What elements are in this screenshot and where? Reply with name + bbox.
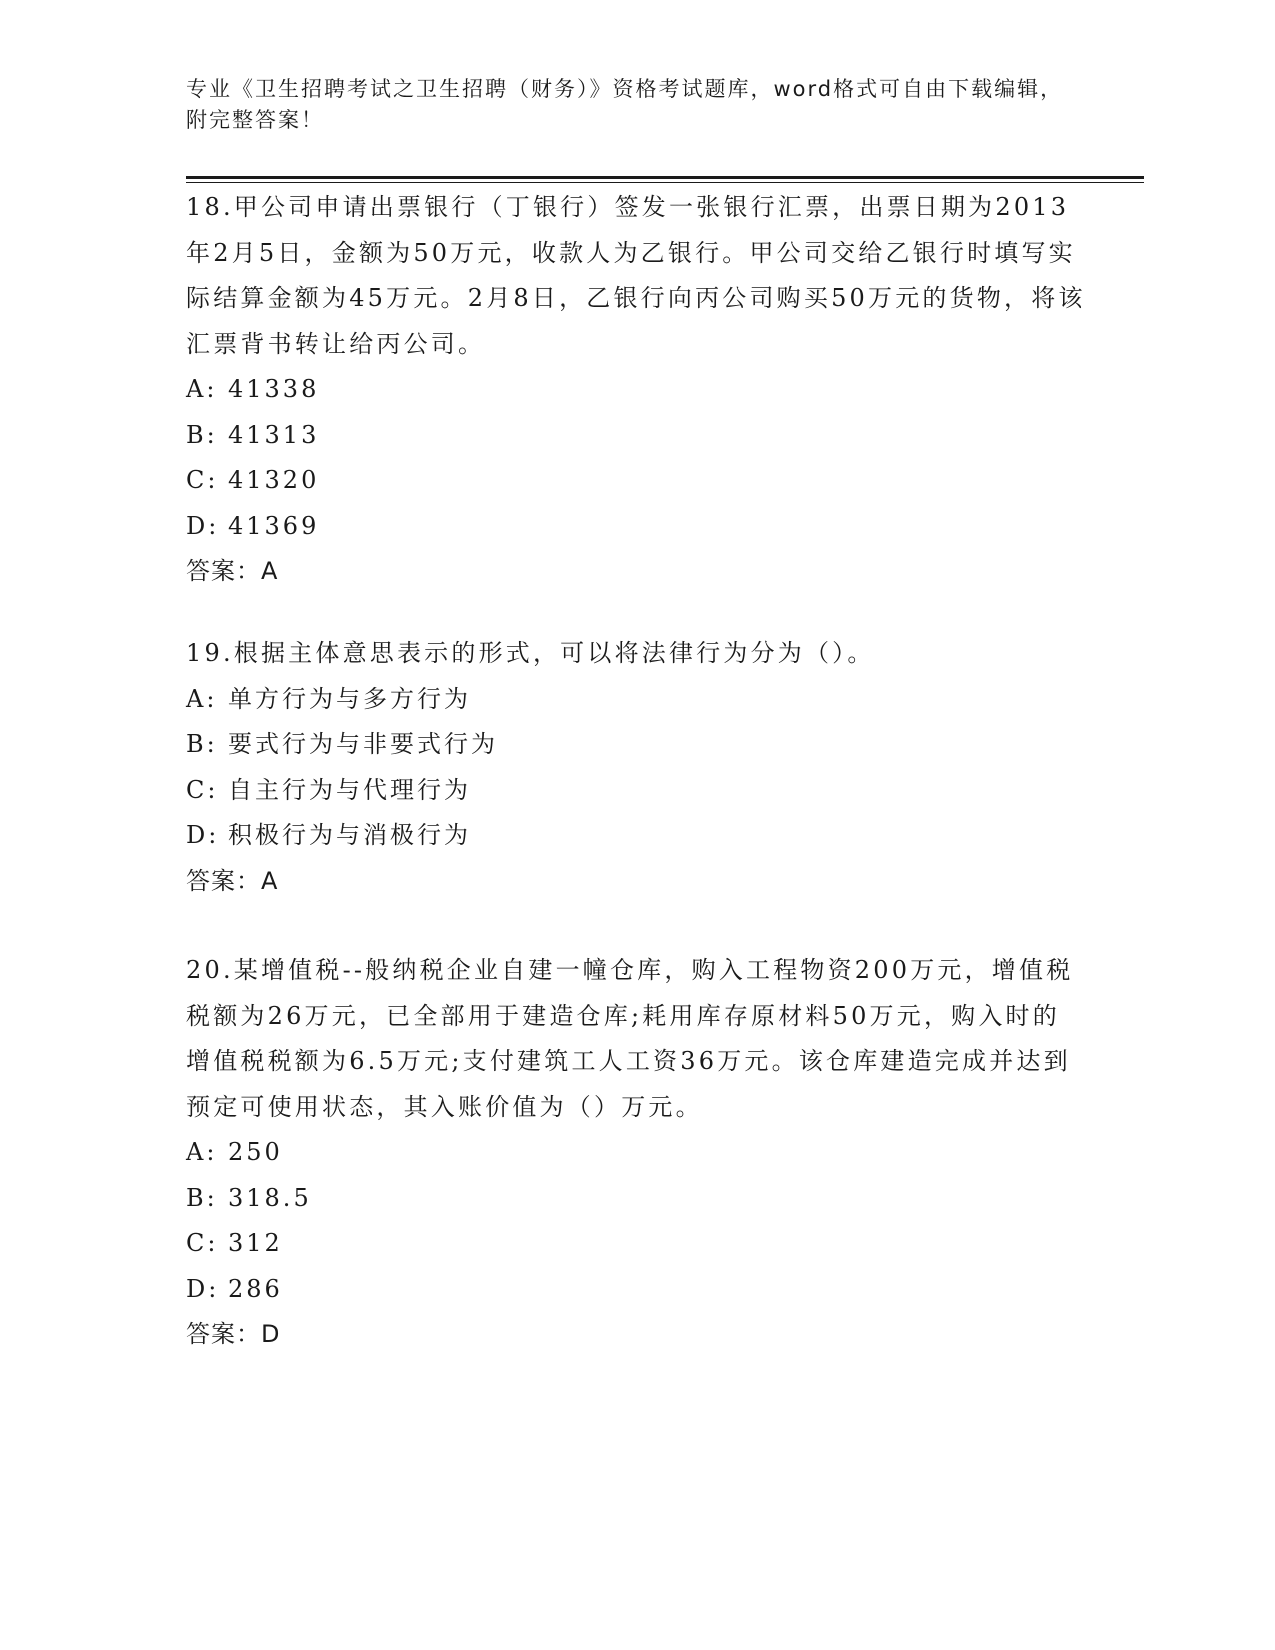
question-stem: 18.甲公司申请出票银行（丁银行）签发一张银行汇票，出票日期为2013年2月5日，金额为50万元，收款人为乙银行。甲公司交给乙银行时填写实际结算金额为45万元。2月8日，乙银行向丙公司购买50万元的货物，将该汇票背书转让给丙公司。 [186, 193, 1086, 358]
answer-line: 答案：A [186, 866, 279, 895]
option-b: B: 要式行为与非要式行为 [186, 730, 498, 758]
option-b: B: 318.5 [186, 1183, 312, 1212]
question-18 [186, 185, 1086, 595]
option-a: A: 41338 [186, 375, 320, 403]
option-b: B: 41313 [186, 420, 320, 449]
option-c: C: 312 [186, 1229, 283, 1257]
option-a: A: 单方行为与多方行为 [186, 684, 471, 713]
option-c: C: 自主行为与代理行为 [186, 775, 471, 804]
option-a: A: 250 [186, 1138, 283, 1166]
question-stem: 20.某增值税--般纳税企业自建一幢仓库，购入工程物资200万元，增值税税额为26万元，已全部用于建造仓库;耗用库存原材料50万元，购入时的增值税税额为6.5万元;支付建筑工人工资36万元。该仓库建造完成并达到预定可使用状态，其入账价值为（）万元。 [186, 956, 1074, 1121]
answer-line: 答案：D [186, 1320, 281, 1348]
option-d: D: 286 [186, 1274, 283, 1303]
header-rule-thin [186, 182, 1144, 183]
option-d: D: 积极行为与消极行为 [186, 821, 471, 849]
answer-line: 答案：A [186, 557, 279, 585]
question-stem: 19.根据主体意思表示的形式，可以将法律行为分为（）。 [186, 639, 875, 667]
document-header: 专业《卫生招聘考试之卫生招聘（财务）》资格考试题库，word格式可自由下载编辑，附完整答案！ [186, 77, 1064, 132]
option-c: C: 41320 [186, 466, 320, 494]
question-20 [186, 948, 1086, 1358]
question-19 [186, 631, 1086, 904]
header-rule-thick [186, 176, 1144, 179]
option-d: D: 41369 [186, 511, 320, 540]
